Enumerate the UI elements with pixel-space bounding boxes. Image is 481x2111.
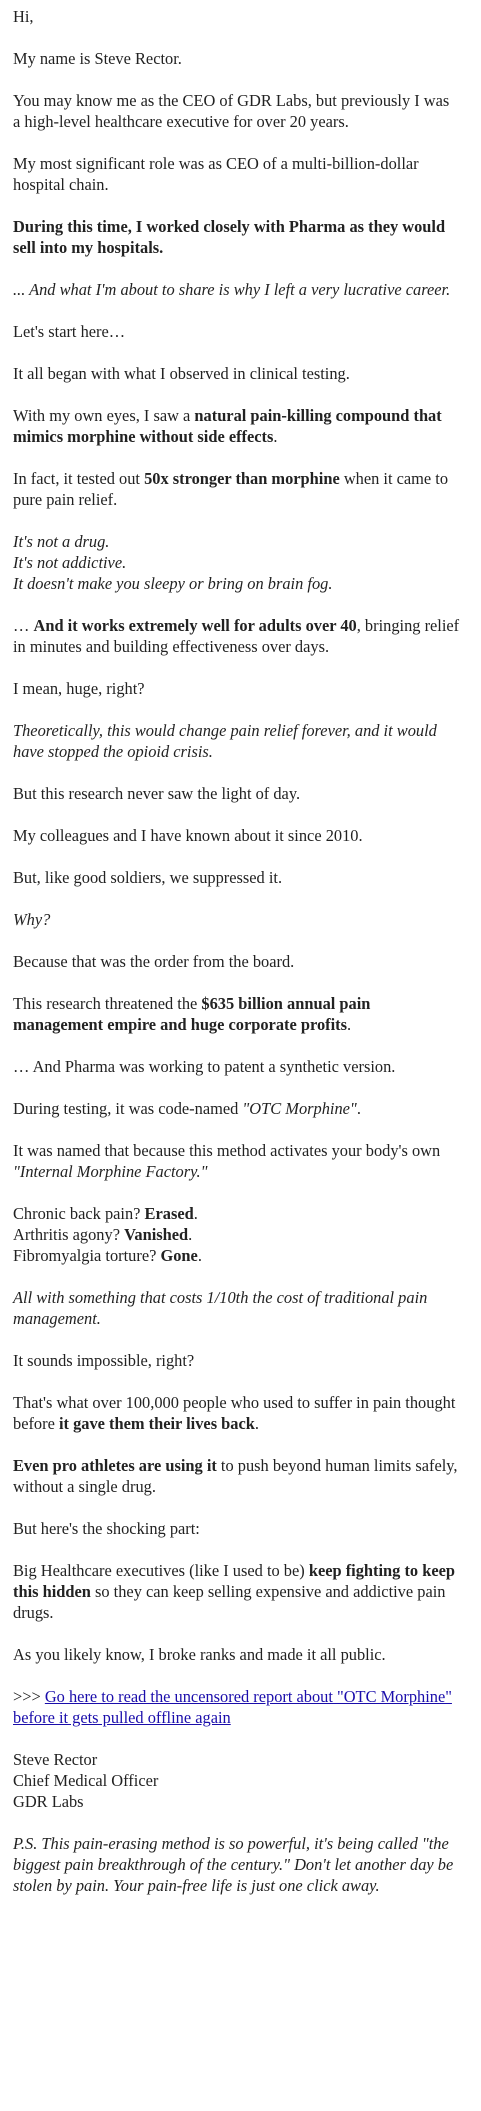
signature-company: GDR Labs	[13, 1792, 84, 1811]
codename-paragraph	[13, 1098, 463, 1119]
intro-paragraph: My name is Steve Rector.	[13, 49, 182, 68]
named-italic: "Internal Morphine Factory."	[13, 1162, 208, 1181]
named-prefix: It was named that because this method activates your body's own	[13, 1141, 441, 1160]
arthritis-bold: Vanished	[124, 1225, 189, 1244]
threatened-suffix: .	[347, 1015, 352, 1034]
people-paragraph	[13, 1392, 463, 1434]
tested-suffix: when it came to pure pain relief.	[13, 469, 449, 509]
people-prefix: That's what over 100,000 people who used to suffer in pain thought before	[13, 1393, 456, 1433]
signature	[13, 1749, 463, 1812]
eyes-suffix: .	[273, 427, 278, 446]
adults-paragraph	[13, 615, 463, 657]
never-saw-paragraph: But this research never saw the light of day.	[13, 784, 301, 803]
arthritis-period: .	[188, 1225, 193, 1244]
athletes-suffix: to push beyond human limits safely, without a single drug.	[13, 1456, 458, 1496]
threatened-paragraph	[13, 993, 463, 1035]
broke-ranks-paragraph: As you likely know, I broke ranks and made it all public.	[13, 1645, 386, 1664]
cost-italic: All with something that costs 1/10th the cost of traditional pain management.	[13, 1288, 428, 1328]
not-addictive-line: It's not addictive.	[13, 553, 127, 572]
shocking-paragraph: But here's the shocking part:	[13, 1519, 200, 1538]
people-suffix: .	[254, 1414, 259, 1433]
link-prefix: >>>	[13, 1687, 45, 1706]
fibro-bold: Gone	[160, 1246, 198, 1265]
background-line-1: You may know me as the CEO of GDR Labs, but previously I was	[13, 91, 450, 110]
pharma-bold-text: During this time, I worked closely with Pharma as they would sell into my hospitals.	[13, 217, 446, 257]
exec-suffix: so they can keep selling expensive and addictive pain drugs.	[13, 1582, 446, 1622]
athletes-bold-text: Even pro athletes are using it	[13, 1456, 217, 1475]
tested-bold-text: 50x stronger than morphine	[144, 469, 340, 488]
fibro-period: .	[197, 1246, 202, 1265]
background-line-2: a high-level healthcare executive for over 20 years.	[13, 112, 349, 131]
adults-prefix: …	[13, 616, 34, 635]
not-drug-line: It's not a drug.	[13, 532, 110, 551]
signature-name: Steve Rector	[13, 1750, 98, 1769]
athletes-paragraph	[13, 1455, 463, 1497]
tested-paragraph	[13, 468, 463, 510]
exec-prefix: Big Healthcare executives (like I used to be)	[13, 1561, 309, 1580]
eyes-prefix: With my own eyes, I saw a	[13, 406, 195, 425]
pharma-paragraph	[13, 216, 463, 258]
role-paragraph: My most significant role was as CEO of a multi-billion-dollar hospital chain.	[13, 154, 419, 194]
not-a-drug-paragraph	[13, 531, 463, 594]
left-career-italic: ... And what I'm about to share is why I left a very lucrative career.	[13, 280, 451, 299]
threatened-bold-text: $635 billion annual pain management empire and huge corporate profits	[13, 994, 371, 1034]
own-eyes-paragraph	[13, 405, 463, 447]
executives-paragraph	[13, 1560, 463, 1623]
why-italic: Why?	[13, 910, 51, 929]
conditions-paragraph	[13, 1203, 463, 1266]
soldiers-paragraph: But, like good soldiers, we suppressed it.	[13, 868, 283, 887]
cost-paragraph	[13, 1287, 463, 1329]
tested-prefix: In fact, it tested out	[13, 469, 145, 488]
ps-italic: P.S. This pain-erasing method is so powerful, it's being called "the biggest pain breakthrough of the century." Don't let another day be stolen by pain. Your pain-free life is just one click away.	[13, 1834, 454, 1895]
exec-bold-text: keep fighting to keep this hidden	[13, 1561, 455, 1601]
threatened-prefix: This research threatened the	[13, 994, 202, 1013]
codename-prefix: During testing, it was code-named	[13, 1099, 243, 1118]
back-pain-bold: Erased	[144, 1204, 194, 1223]
theoretically-italic: Theoretically, this would change pain relief forever, and it would have stopped the opioid crisis.	[13, 721, 437, 761]
link-paragraph	[13, 1686, 463, 1728]
order-paragraph: Because that was the order from the board.	[13, 952, 295, 971]
not-sleepy-line: It doesn't make you sleepy or bring on brain fog.	[13, 574, 333, 593]
start-here-paragraph: Let's start here…	[13, 322, 126, 341]
codename-italic: "OTC Morphine"	[242, 1099, 357, 1118]
impossible-paragraph: It sounds impossible, right?	[13, 1351, 195, 1370]
back-pain-prefix: Chronic back pain?	[13, 1204, 145, 1223]
huge-paragraph: I mean, huge, right?	[13, 679, 145, 698]
eyes-bold-text: natural pain-killing compound that mimics morphine without side effects	[13, 406, 442, 446]
codename-suffix: .	[356, 1099, 361, 1118]
adults-bold-text: And it works extremely well for adults over 40	[33, 616, 357, 635]
back-pain-period: .	[193, 1204, 198, 1223]
people-bold-text: it gave them their lives back	[58, 1414, 255, 1433]
left-career-paragraph	[13, 279, 463, 300]
patent-paragraph: … And Pharma was working to patent a synthetic version.	[13, 1057, 396, 1076]
why-paragraph	[13, 909, 463, 930]
theoretically-paragraph	[13, 720, 463, 762]
uncensored-report-link[interactable]: Go here to read the uncensored report about "OTC Morphine" before it gets pulled offline again	[13, 1687, 452, 1727]
signature-title: Chief Medical Officer	[13, 1771, 159, 1790]
named-paragraph	[13, 1140, 463, 1182]
adults-suffix: , bringing relief in minutes and building effectiveness over days.	[13, 616, 460, 656]
colleagues-paragraph: My colleagues and I have known about it since 2010.	[13, 826, 363, 845]
began-paragraph: It all began with what I observed in clinical testing.	[13, 364, 350, 383]
background-paragraph	[13, 90, 463, 132]
fibro-prefix: Fibromyalgia torture?	[13, 1246, 161, 1265]
ps-paragraph	[13, 1833, 463, 1896]
greeting: Hi,	[13, 7, 34, 26]
arthritis-prefix: Arthritis agony?	[13, 1225, 125, 1244]
